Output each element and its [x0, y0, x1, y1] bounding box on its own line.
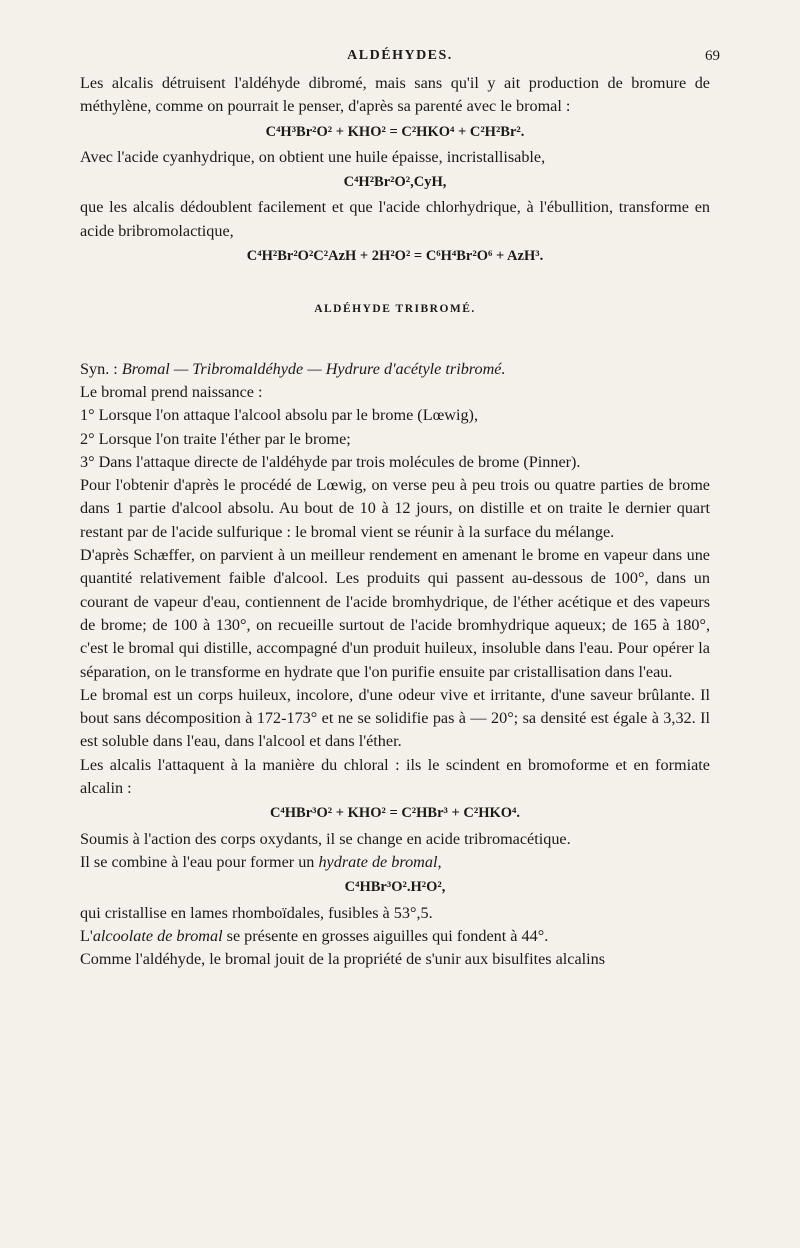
- list-item: 2° Lorsque l'on traite l'éther par le brome;: [80, 429, 351, 448]
- paragraph-text: se présente en grosses aiguilles qui fondent à 44°.: [222, 926, 549, 945]
- paragraph: Le bromal prend naissance :: [80, 382, 263, 401]
- list-item: 1° Lorsque l'on attaque l'alcool absolu par le brome (Lœwig),: [80, 406, 478, 425]
- formula: C⁴HBr³O².H²O²,: [344, 879, 446, 896]
- emphasis-text: alcoolate de bromal: [92, 926, 223, 945]
- paragraph: Les alcalis l'attaquent à la manière du chloral : ils le scindent en bromoforme et en formiate alcalin :: [80, 755, 710, 798]
- paragraph: Les alcalis détruisent l'aldéhyde dibromé, mais sans qu'il y ait production de bromure de méthylène, comme on pourrait le penser, d'après sa parenté avec le bromal :: [80, 74, 710, 116]
- running-head: [80, 48, 720, 68]
- emphasis-text: hydrate de bromal,: [318, 852, 442, 871]
- paragraph: Comme l'aldéhyde, le bromal jouit de la propriété de s'unir aux bisulfites alcalins: [80, 950, 606, 969]
- paragraph: D'après Schæffer, on parvient à un meilleur rendement en amenant le brome en vapeur dans une quantité relativement faible d'alcool. Les produits qui passent au-dessous de 100°, dans un courant de vapeur d'eau, contiennent de l'acide bromhydrique, de l'éther acétique et des vapeurs de brome; de 100 à 130°, on recueille surtout de l'acide bromhydrique aqueux; de 165 à 180°, c'est le bromal qui distille, accompagné d'un produit huileux, insoluble dans l'eau. Pour opérer la séparation, on le transforme en hydrate que l'on purifie ensuite par cristallisation dans l'eau.: [80, 546, 710, 681]
- synonyms-label: Syn. :: [80, 359, 122, 378]
- synonyms-line: [80, 358, 710, 381]
- paragraph: [80, 851, 710, 874]
- formula: C⁴HBr³O² + KHO² = C²HBr³ + C²HKO⁴.: [269, 805, 521, 822]
- running-title: ALDÉHYDES.: [347, 48, 453, 63]
- body-text: [80, 72, 710, 971]
- paragraph: Le bromal est un corps huileux, incolore, d'une odeur vive et irritante, d'une saveur brûlante. Il bout sans décomposition à 172-173° et ne se solidifie pas à — 20°; sa densité est égale à 3,32. Il est soluble dans l'eau, dans l'alcool et dans l'éther.: [80, 685, 710, 751]
- paragraph: Pour l'obtenir d'après le procédé de Lœwig, on verse peu à peu trois ou quatre parties de brome dans 1 partie d'alcool absolu. Au bout de 10 à 12 jours, on distille et on traite le dernier quart restant par de l'acide sulfurique : le bromal vient se réunir à la surface du mélange.: [80, 476, 710, 541]
- paragraph: qui cristallise en lames rhomboïdales, fusibles à 53°,5.: [80, 903, 433, 922]
- paragraph: Soumis à l'action des corps oxydants, il se change en acide tribromacétique.: [80, 829, 571, 848]
- synonyms-value: Bromal — Tribromaldéhyde — Hydrure d'acétyle tribromé.: [121, 359, 506, 378]
- page-number: 69: [705, 48, 720, 64]
- paragraph: Avec l'acide cyanhydrique, on obtient une huile épaisse, incristallisable,: [80, 147, 546, 166]
- section-heading: ALDÉHYDE TRIBROMÉ.: [314, 303, 476, 316]
- paragraph: [80, 925, 710, 948]
- paragraph-text: Il se combine à l'eau pour former un: [80, 852, 319, 871]
- paragraph: que les alcalis dédoublent facilement et que l'acide chlorhydrique, à l'ébullition, transforme en acide bribromolactique,: [80, 198, 710, 240]
- formula: C⁴H²Br²O²,CyH,: [343, 174, 447, 191]
- paragraph-text: L': [80, 926, 93, 945]
- formula: C⁴H³Br²O² + KHO² = C²HKO⁴ + C²H²Br².: [265, 123, 525, 140]
- formula: C⁴H²Br²O²C²AzH + 2H²O² = C⁶H⁴Br²O⁶ + AzH³.: [246, 248, 544, 265]
- list-item: 3° Dans l'attaque directe de l'aldéhyde par trois molécules de brome (Pinner).: [80, 452, 581, 471]
